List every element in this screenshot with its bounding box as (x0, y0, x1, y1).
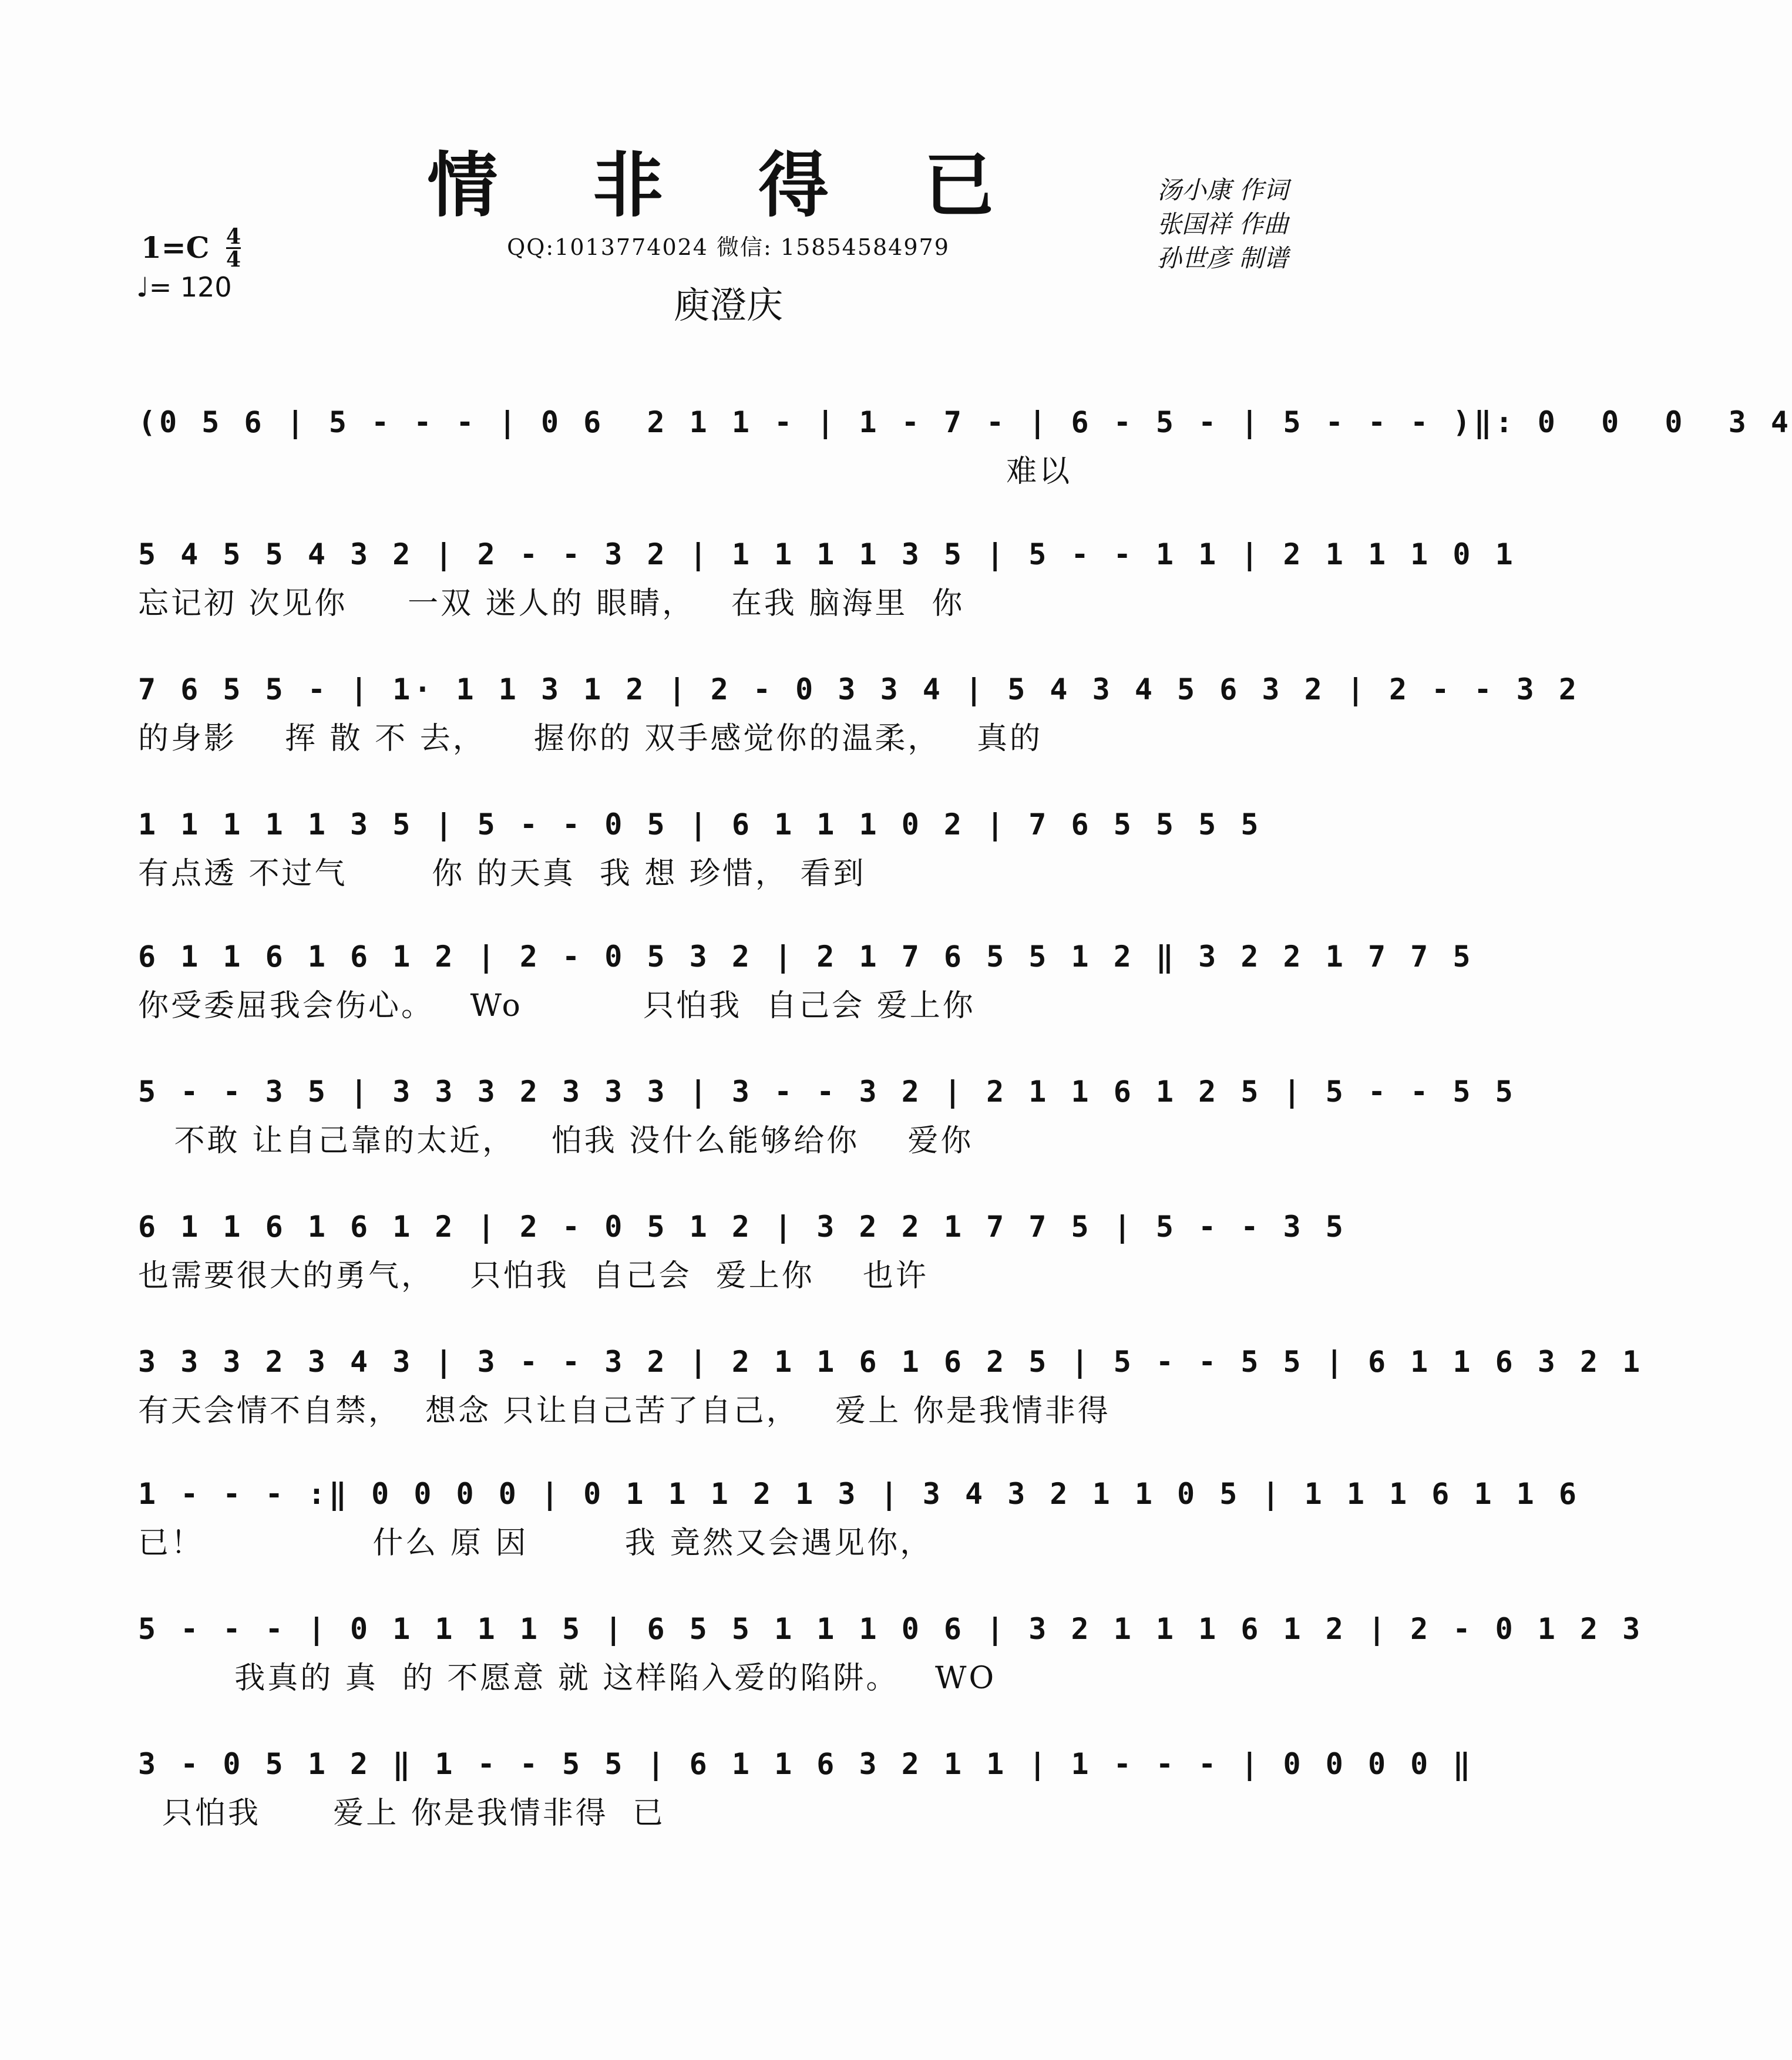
notes-row: 6 1 1 6 1 6 1 2 | 2 - 0 5 3 2 | 2 1 7 6 5 5 1 2 ‖ 3 2 2 1 7 7 5 (138, 940, 1474, 974)
composer-credit: 张国祥 作曲 (1157, 210, 1289, 238)
lyrics-row: 你受委屈我会伤心。 Wo 只怕我 自己会 爱上你 (138, 988, 976, 1024)
lyrics-row: 已！ 什么 原 因 我 竟然又会遇见你， (138, 1526, 933, 1561)
lyrics-row: 我真的 真 的 不愿意 就 这样陷入爱的陷阱。 WO (138, 1661, 997, 1696)
lyrics-row: 有点透 不过气 你 的天真 我 想 珍惜， 看到 (138, 856, 866, 891)
lyrics-row: 只怕我 爱上 你是我情非得 已 (138, 1796, 665, 1831)
credits (1157, 173, 1288, 275)
time-numerator: 4 (226, 224, 241, 249)
lyrics-row: 有天会情不自禁， 想念 只让自己苦了自己， 爱上 你是我情非得 (138, 1393, 1111, 1429)
notes-row: (0 5 6 | 5 - - - | 0 6 2 1 1 - | 1 - 7 - | 6 - 5 - | 5 - - - )‖: 0 0 0 3 4 (138, 405, 1792, 439)
song-title: 情 非 得 已 (427, 144, 1030, 227)
notes-row: 5 - - 3 5 | 3 3 3 2 3 3 3 | 3 - - 3 2 | 2 1 1 6 1 2 5 | 5 - - 5 5 (138, 1075, 1517, 1109)
notes-row: 3 3 3 2 3 4 3 | 3 - - 3 2 | 2 1 1 6 1 6 2 5 | 5 - - 5 5 | 6 1 1 6 3 2 1 (138, 1345, 1644, 1379)
lyrics-row: 也需要很大的勇气， 只怕我 自己会 爱上你 也许 (138, 1258, 929, 1294)
notes-row: 6 1 1 6 1 6 1 2 | 2 - 0 5 1 2 | 3 2 2 1 7 7 5 | 5 - - 3 5 (138, 1210, 1347, 1244)
notes-row: 3 - 0 5 1 2 ‖ 1 - - 5 5 | 6 1 1 6 3 2 1 1 | 1 - - - | 0 0 0 0 ‖ (138, 1747, 1474, 1781)
key-signature: 1=C (141, 230, 210, 265)
tempo-marking: ♩= 120 (136, 271, 232, 303)
notes-row: 1 1 1 1 1 3 5 | 5 - - 0 5 | 6 1 1 1 0 2 | 7 6 5 5 5 5 (138, 807, 1262, 841)
lyrics-row: 难以 (138, 454, 1072, 489)
lyrics-row: 忘记初 次见你 一双 迷人的 眼睛， 在我 脑海里 你 (138, 586, 965, 621)
contact-info: QQ:1013774024 微信: 15854584979 (507, 234, 950, 260)
lyricist-credit: 汤小康 作词 (1157, 176, 1289, 204)
lyrics-row: 不敢 让自己靠的太近， 怕我 没什么能够给你 爱你 (138, 1123, 974, 1159)
time-denominator: 4 (226, 247, 241, 272)
notes-row: 7 6 5 5 - | 1· 1 1 3 1 2 | 2 - 0 3 3 4 | 5 4 3 4 5 6 3 2 | 2 - - 3 2 (138, 672, 1580, 706)
notes-row: 5 - - - | 0 1 1 1 1 5 | 6 5 5 1 1 1 0 6 | 3 2 1 1 1 6 1 2 | 2 - 0 1 2 3 (138, 1612, 1644, 1646)
singer-name: 庾澄庆 (673, 284, 783, 326)
notes-row: 1 - - - :‖ 0 0 0 0 | 0 1 1 1 2 1 3 | 3 4 3 2 1 1 0 5 | 1 1 1 6 1 1 6 (138, 1477, 1580, 1511)
notes-row: 5 4 5 5 4 3 2 | 2 - - 3 2 | 1 1 1 1 3 5 | 5 - - 1 1 | 2 1 1 1 0 1 (138, 537, 1517, 571)
transcriber-credit: 孙世彦 制谱 (1157, 244, 1289, 272)
lyrics-row: 的身影 挥 散 不 去， 握你的 双手感觉你的温柔， 真的 (138, 721, 1043, 756)
